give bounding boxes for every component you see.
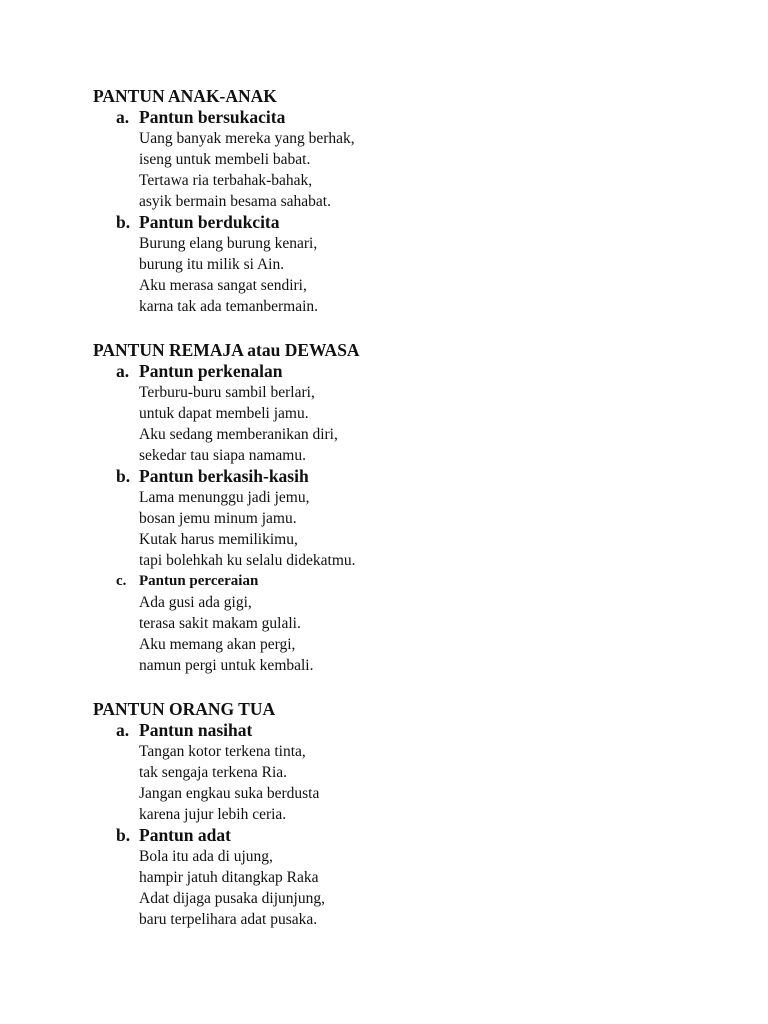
subheading-title: Pantun nasihat (139, 720, 253, 740)
verse-line: Jangan engkau suka berdusta (139, 785, 320, 802)
subheading-title: Pantun perceraian (139, 573, 259, 589)
section-heading: PANTUN ANAK-ANAK (93, 86, 277, 106)
subheading (116, 571, 768, 592)
verse-line: untuk dapat membeli jamu. (139, 405, 309, 422)
verse-line: sekedar tau siapa namamu. (139, 447, 306, 464)
subheading-title: Pantun berdukcita (139, 212, 280, 232)
verse-line: Aku merasa sangat sendiri, (139, 277, 307, 294)
subheading-title: Pantun bersukacita (139, 107, 286, 127)
subheading (116, 212, 768, 233)
verse-line: terasa sakit makam gulali. (139, 615, 301, 632)
section-heading: PANTUN ORANG TUA (93, 699, 276, 719)
verse-line: Aku memang akan pergi, (139, 636, 296, 653)
verse-line: Ada gusi ada gigi, (139, 594, 252, 611)
verse-line: Terburu-buru sambil berlari, (139, 384, 315, 401)
verse-line: namun pergi untuk kembali. (139, 657, 314, 674)
list-marker: c. (116, 573, 127, 589)
verse-line: Lama menunggu jadi jemu, (139, 489, 310, 506)
list-marker: b. (116, 466, 131, 486)
section (93, 699, 768, 930)
verse-line: tak sengaja terkena Ria. (139, 764, 288, 781)
verse-line: bosan jemu minum jamu. (139, 510, 297, 527)
verse-line: baru terpelihara adat pusaka. (139, 911, 318, 928)
verse-line: tapi bolehkah ku selalu didekatmu. (139, 552, 356, 569)
verse-line: Tertawa ria terbahak-bahak, (139, 172, 313, 189)
verse-line: asyik bermain besama sahabat. (139, 193, 331, 210)
list-marker: a. (116, 107, 130, 127)
verse-line: Uang banyak mereka yang berhak, (139, 130, 355, 147)
subheading-title: Pantun adat (139, 825, 231, 845)
subheading-title: Pantun berkasih-kasih (139, 466, 309, 486)
verse-line: Burung elang burung kenari, (139, 235, 318, 252)
subheading (116, 720, 768, 741)
subheading (116, 466, 768, 487)
verse-line: Adat dijaga pusaka dijunjung, (139, 890, 325, 907)
verse-line: Bola itu ada di ujung, (139, 848, 273, 865)
subheading-title: Pantun perkenalan (139, 361, 283, 381)
list-marker: a. (116, 361, 130, 381)
verse-line: iseng untuk membeli babat. (139, 151, 311, 168)
verse-line: Kutak harus memilikimu, (139, 531, 298, 548)
subheading (116, 361, 768, 382)
verse-line: burung itu milik si Ain. (139, 256, 285, 273)
section (93, 340, 768, 676)
subheading (116, 107, 768, 128)
verse-line: karna tak ada temanbermain. (139, 298, 319, 315)
subheading (116, 825, 768, 846)
verse-line: Tangan kotor terkena tinta, (139, 743, 306, 760)
section (93, 86, 768, 317)
list-marker: b. (116, 212, 131, 232)
verse-line: hampir jatuh ditangkap Raka (139, 869, 319, 886)
list-marker: a. (116, 720, 130, 740)
verse-line: karena jujur lebih ceria. (139, 806, 287, 823)
verse-line: Aku sedang memberanikan diri, (139, 426, 338, 443)
list-marker: b. (116, 825, 131, 845)
section-heading: PANTUN REMAJA atau DEWASA (93, 340, 360, 360)
